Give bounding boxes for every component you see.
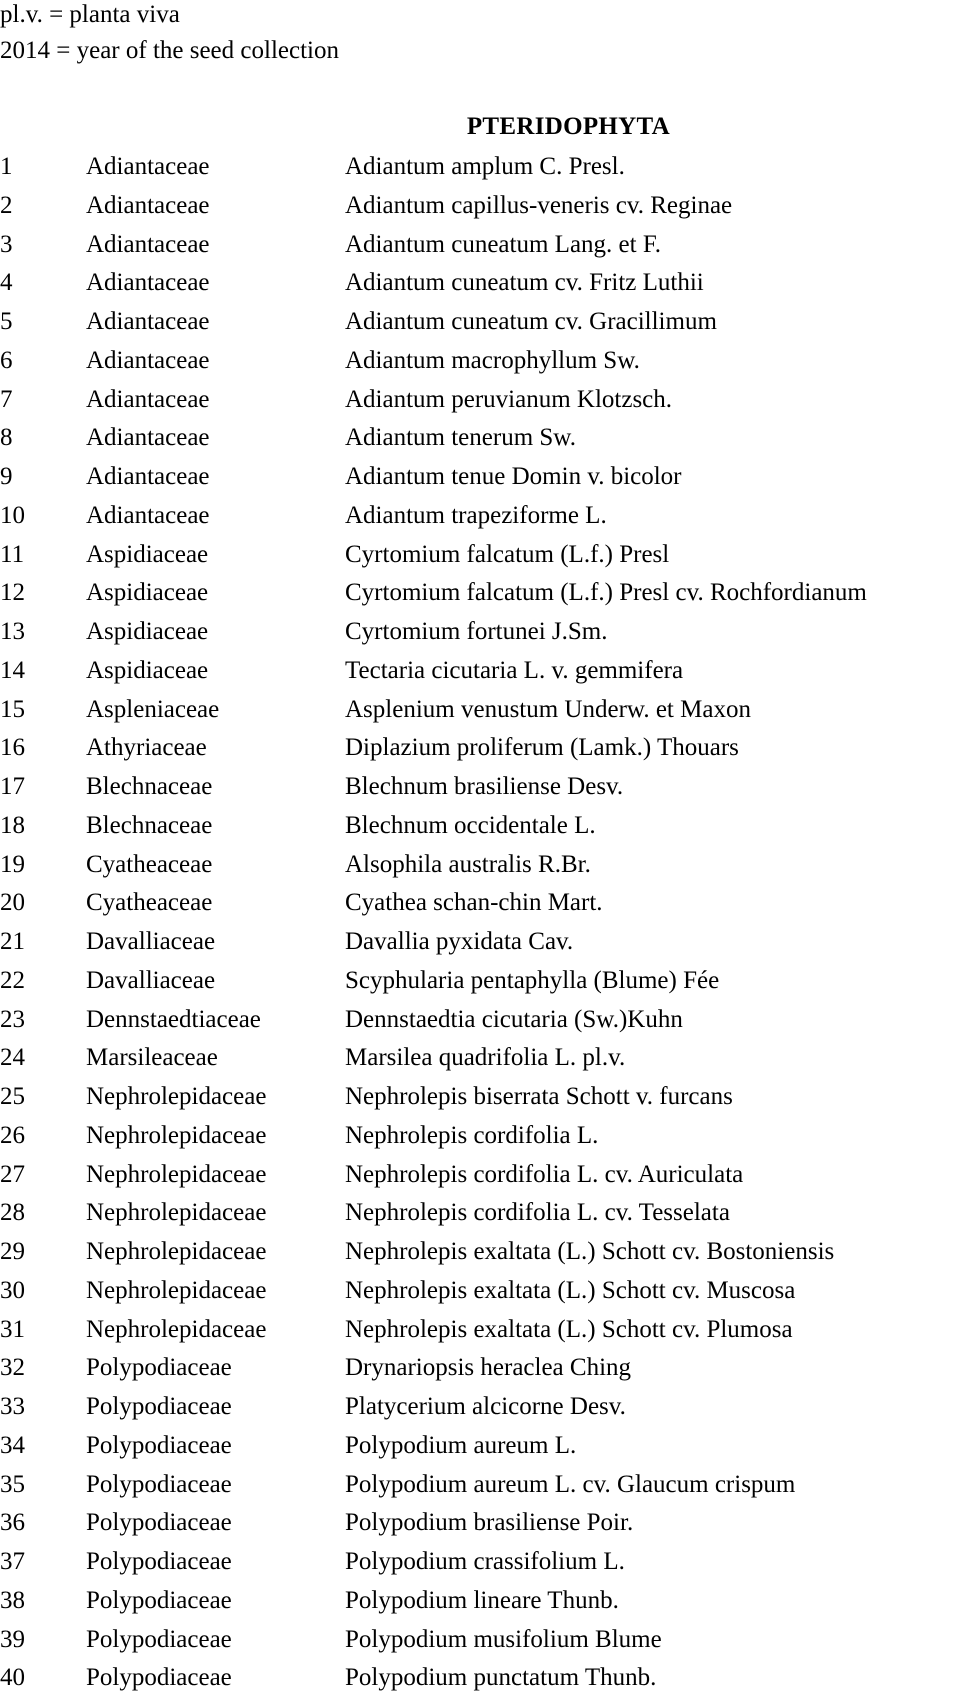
species-name: Adiantum cuneatum Lang. et F. <box>345 230 661 258</box>
entry-number: 23 <box>0 1005 25 1033</box>
entry-number: 34 <box>0 1431 25 1459</box>
species-name: Platycerium alcicorne Desv. <box>345 1393 626 1420</box>
family-name: Aspleniaceae <box>86 695 220 723</box>
species-name: Nephrolepis exaltata (L.) Schott cv. Bostoniensis <box>345 1238 835 1265</box>
list-item <box>0 540 960 579</box>
family-name: Blechnaceae <box>86 773 213 800</box>
species-name: Cyrtomium falcatum (L.f.) Presl <box>345 540 670 568</box>
list-item <box>0 1160 960 1199</box>
entry-number: 6 <box>0 346 13 374</box>
entry-number: 27 <box>0 1160 25 1188</box>
species-name: Tectaria cicutaria L. v. gemmifera <box>345 656 684 684</box>
list-item <box>0 268 960 307</box>
entry-number: 29 <box>0 1238 25 1265</box>
list-item <box>0 462 960 501</box>
family-name: Davalliaceae <box>86 928 216 955</box>
species-name: Drynariopsis heraclea Ching <box>345 1354 632 1382</box>
entry-number: 8 <box>0 424 13 452</box>
species-name: Nephrolepis exaltata (L.) Schott cv. Muscosa <box>345 1276 796 1304</box>
list-item <box>0 1663 960 1702</box>
family-name: Polypodiaceae <box>86 1393 232 1420</box>
family-name: Polypodiaceae <box>86 1470 232 1498</box>
entry-number: 38 <box>0 1586 25 1614</box>
list-item <box>0 850 960 889</box>
list-item <box>0 1470 960 1509</box>
family-name: Nephrolepidaceae <box>86 1276 267 1304</box>
family-name: Polypodiaceae <box>86 1625 232 1653</box>
species-name: Blechnum brasiliense Desv. <box>345 773 624 800</box>
entry-number: 26 <box>0 1121 25 1149</box>
entry-number: 1 <box>0 153 13 180</box>
family-name: Adiantaceae <box>86 269 210 297</box>
entry-number: 13 <box>0 618 25 645</box>
family-name: Aspidiaceae <box>86 579 209 607</box>
list-item <box>0 1353 960 1392</box>
entry-number: 12 <box>0 579 25 607</box>
family-name: Davalliaceae <box>86 966 216 994</box>
species-name: Cyrtomium fortunei J.Sm. <box>345 618 608 645</box>
entry-number: 15 <box>0 695 25 723</box>
legend-planta-viva: pl.v. = planta viva <box>0 1 180 28</box>
family-name: Athyriaceae <box>86 734 207 762</box>
entry-number: 39 <box>0 1625 25 1653</box>
list-item <box>0 152 960 191</box>
family-name: Adiantaceae <box>86 191 210 219</box>
list-item <box>0 1276 960 1315</box>
section-heading: PTERIDOPHYTA <box>466 113 670 140</box>
species-name: Adiantum peruvianum Klotzsch. <box>345 385 673 413</box>
list-item <box>0 927 960 966</box>
family-name: Polypodiaceae <box>86 1354 232 1382</box>
family-name: Nephrolepidaceae <box>86 1199 267 1227</box>
family-name: Marsileaceae <box>86 1044 218 1072</box>
entry-number: 20 <box>0 889 25 917</box>
family-name: Adiantaceae <box>86 424 210 452</box>
entry-number: 30 <box>0 1276 25 1304</box>
species-list <box>0 152 960 1702</box>
entry-number: 18 <box>0 811 25 839</box>
entry-number: 9 <box>0 463 13 490</box>
entry-number: 21 <box>0 928 25 955</box>
family-name: Nephrolepidaceae <box>86 1121 267 1149</box>
entry-number: 7 <box>0 385 13 413</box>
entry-number: 3 <box>0 230 13 258</box>
family-name: Blechnaceae <box>86 811 213 839</box>
species-name: Alsophila australis R.Br. <box>345 850 591 878</box>
entry-number: 5 <box>0 308 13 335</box>
species-name: Polypodium brasiliense Poir. <box>345 1509 634 1537</box>
entry-number: 33 <box>0 1393 25 1420</box>
species-name: Adiantum macrophyllum Sw. <box>345 346 640 374</box>
species-name: Nephrolepis cordifolia L. cv. Auriculata <box>345 1160 744 1188</box>
list-item <box>0 1586 960 1625</box>
family-name: Cyatheaceae <box>86 889 213 917</box>
species-name: Adiantum cuneatum cv. Fritz Luthii <box>345 269 704 297</box>
list-item <box>0 501 960 540</box>
species-name: Adiantum tenue Domin v. bicolor <box>345 463 682 490</box>
species-name: Diplazium proliferum (Lamk.) Thouars <box>345 734 739 762</box>
species-name: Adiantum trapeziforme L. <box>345 501 607 529</box>
list-item <box>0 346 960 385</box>
list-item <box>0 191 960 230</box>
family-name: Adiantaceae <box>86 308 210 335</box>
family-name: Polypodiaceae <box>86 1509 232 1537</box>
family-name: Nephrolepidaceae <box>86 1315 267 1343</box>
family-name: Adiantaceae <box>86 501 210 529</box>
family-name: Aspidiaceae <box>86 540 209 568</box>
species-name: Nephrolepis cordifolia L. <box>345 1121 599 1149</box>
family-name: Polypodiaceae <box>86 1586 232 1614</box>
species-name: Cyathea schan-chin Mart. <box>345 889 603 917</box>
entry-number: 28 <box>0 1199 25 1227</box>
list-item <box>0 578 960 617</box>
entry-number: 14 <box>0 656 25 684</box>
entry-number: 32 <box>0 1354 25 1382</box>
family-name: Aspidiaceae <box>86 618 209 645</box>
family-name: Dennstaedtiaceae <box>86 1005 261 1033</box>
list-item <box>0 1043 960 1082</box>
species-name: Polypodium musifolium Blume <box>345 1625 662 1653</box>
list-item <box>0 423 960 462</box>
entry-number: 19 <box>0 850 25 878</box>
list-item <box>0 1392 960 1431</box>
list-item <box>0 966 960 1005</box>
species-name: Blechnum occidentale L. <box>345 811 596 839</box>
species-name: Adiantum cuneatum cv. Gracillimum <box>345 308 717 335</box>
species-name: Polypodium aureum L. cv. Glaucum crispum <box>345 1470 796 1498</box>
family-name: Adiantaceae <box>86 346 210 374</box>
entry-number: 40 <box>0 1664 25 1692</box>
family-name: Cyatheaceae <box>86 850 213 878</box>
list-item <box>0 1431 960 1470</box>
entry-number: 35 <box>0 1470 25 1498</box>
list-item <box>0 307 960 346</box>
species-name: Marsilea quadrifolia L. pl.v. <box>345 1044 626 1072</box>
entry-number: 16 <box>0 734 25 762</box>
species-name: Polypodium crassifolium L. <box>345 1548 625 1575</box>
species-name: Scyphularia pentaphylla (Blume) Fée <box>345 966 720 994</box>
entry-number: 17 <box>0 773 25 800</box>
family-name: Nephrolepidaceae <box>86 1238 267 1265</box>
species-name: Adiantum amplum C. Presl. <box>345 153 625 180</box>
entry-number: 24 <box>0 1044 25 1072</box>
list-item <box>0 1315 960 1354</box>
species-name: Davallia pyxidata Cav. <box>345 928 574 955</box>
family-name: Adiantaceae <box>86 153 210 180</box>
list-item <box>0 888 960 927</box>
family-name: Nephrolepidaceae <box>86 1160 267 1188</box>
family-name: Adiantaceae <box>86 230 210 258</box>
legend-seed-year: 2014 = year of the seed collection <box>0 37 339 64</box>
entry-number: 31 <box>0 1315 25 1343</box>
species-name: Nephrolepis biserrata Schott v. furcans <box>345 1083 733 1110</box>
species-name: Nephrolepis cordifolia L. cv. Tesselata <box>345 1199 730 1227</box>
list-item <box>0 1508 960 1547</box>
entry-number: 11 <box>0 540 25 568</box>
entry-number: 36 <box>0 1509 25 1537</box>
species-name: Adiantum capillus-veneris cv. Reginae <box>345 191 733 219</box>
family-name: Adiantaceae <box>86 385 210 413</box>
list-item <box>0 1082 960 1121</box>
list-item <box>0 695 960 734</box>
species-name: Cyrtomium falcatum (L.f.) Presl cv. Rochfordianum <box>345 579 867 607</box>
list-item <box>0 1198 960 1237</box>
list-item <box>0 656 960 695</box>
entry-number: 37 <box>0 1548 25 1575</box>
list-item <box>0 230 960 269</box>
family-name: Aspidiaceae <box>86 656 209 684</box>
species-name: Dennstaedtia cicutaria (Sw.)Kuhn <box>345 1005 683 1033</box>
entry-number: 25 <box>0 1083 25 1110</box>
list-item <box>0 733 960 772</box>
list-item <box>0 772 960 811</box>
entry-number: 2 <box>0 191 13 219</box>
species-name: Adiantum tenerum Sw. <box>345 424 576 452</box>
list-item <box>0 1121 960 1160</box>
list-item <box>0 1625 960 1664</box>
species-name: Polypodium aureum L. <box>345 1431 577 1459</box>
family-name: Adiantaceae <box>86 463 210 490</box>
family-name: Polypodiaceae <box>86 1431 232 1459</box>
list-item <box>0 811 960 850</box>
entry-number: 22 <box>0 966 25 994</box>
list-item <box>0 1237 960 1276</box>
family-name: Polypodiaceae <box>86 1548 232 1575</box>
entry-number: 10 <box>0 501 25 529</box>
list-item <box>0 1005 960 1044</box>
list-item <box>0 385 960 424</box>
list-item <box>0 617 960 656</box>
species-name: Polypodium punctatum Thunb. <box>345 1664 657 1692</box>
family-name: Polypodiaceae <box>86 1664 232 1692</box>
list-item <box>0 1547 960 1586</box>
species-name: Polypodium lineare Thunb. <box>345 1586 619 1614</box>
entry-number: 4 <box>0 269 13 297</box>
species-name: Nephrolepis exaltata (L.) Schott cv. Plumosa <box>345 1315 793 1343</box>
species-name: Asplenium venustum Underw. et Maxon <box>345 695 751 723</box>
family-name: Nephrolepidaceae <box>86 1083 267 1110</box>
